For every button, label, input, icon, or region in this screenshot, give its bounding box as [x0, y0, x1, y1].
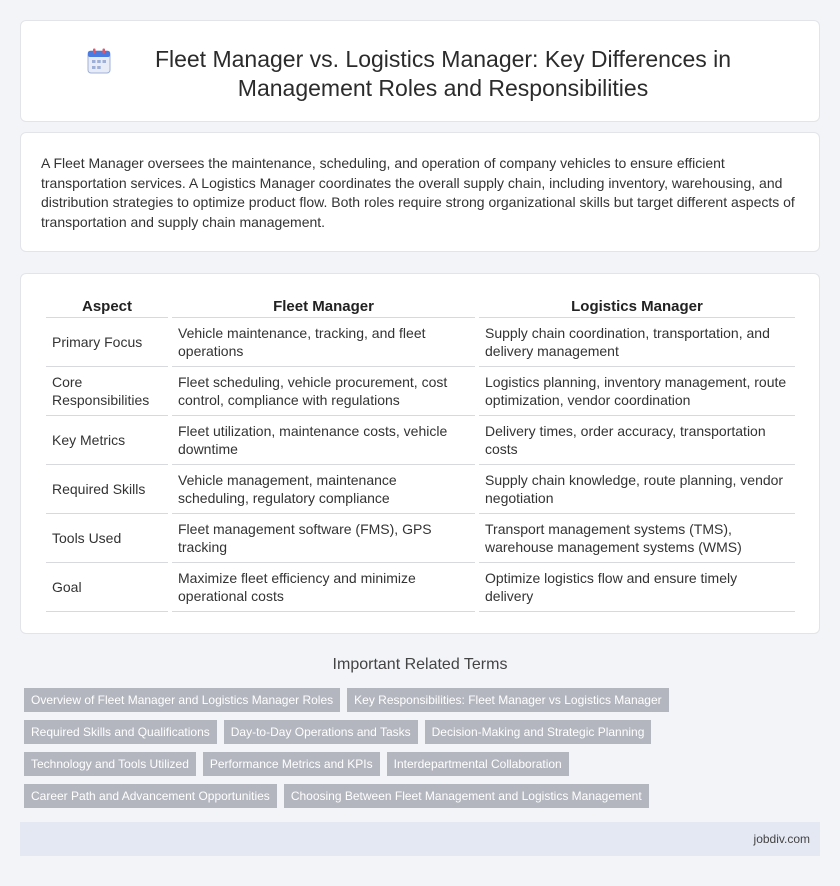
table-cell: Primary Focus	[46, 318, 168, 367]
related-terms	[24, 688, 824, 816]
comparison-table-card	[20, 273, 820, 634]
related-terms-title: Important Related Terms	[332, 656, 508, 673]
table-cell: Optimize logistics flow and ensure timely delivery	[479, 563, 795, 612]
table-cell: Logistics planning, inventory management, route optimization, vendor coordination	[479, 367, 795, 416]
table-cell: Goal	[46, 563, 168, 612]
table-cell: Delivery times, order accuracy, transportation costs	[479, 416, 795, 465]
table-cell: Transport management systems (TMS), warehouse management systems (WMS)	[479, 514, 795, 563]
related-term-tag[interactable]: Overview of Fleet Manager and Logistics Manager Roles	[24, 688, 340, 712]
table-row	[46, 318, 795, 367]
table-cell: Fleet utilization, maintenance costs, vehicle downtime	[172, 416, 475, 465]
table-cell: Vehicle management, maintenance scheduling, regulatory compliance	[172, 465, 475, 514]
tag-row	[24, 688, 824, 712]
related-term-tag[interactable]: Choosing Between Fleet Management and Logistics Management	[284, 784, 649, 808]
related-term-tag[interactable]: Technology and Tools Utilized	[24, 752, 196, 776]
related-term-tag[interactable]: Day-to-Day Operations and Tasks	[224, 720, 418, 744]
table-row	[46, 514, 795, 563]
related-term-tag[interactable]: Decision-Making and Strategic Planning	[425, 720, 652, 744]
intro-paragraph: A Fleet Manager oversees the maintenance, scheduling, and operation of company vehicles to ensure efficient transportation services. A Logistics Manager coordinates the overall supply chain, including inventory, warehousing, and distribution strategies to optimize product flow. Both roles require strong organizational skills but target different aspects of transportation and supply chain management.	[41, 155, 795, 230]
table-cell: Core Responsibilities	[46, 367, 168, 416]
comparison-table	[42, 296, 799, 612]
table-row	[46, 563, 795, 612]
table-cell: Supply chain knowledge, route planning, vendor negotiation	[479, 465, 795, 514]
table-cell: Tools Used	[46, 514, 168, 563]
related-term-tag[interactable]: Required Skills and Qualifications	[24, 720, 217, 744]
table-row	[46, 367, 795, 416]
related-term-tag[interactable]: Key Responsibilities: Fleet Manager vs Logistics Manager	[347, 688, 668, 712]
footer-site-link[interactable]: jobdiv.com	[753, 832, 810, 846]
table-cell: Fleet scheduling, vehicle procurement, cost control, compliance with regulations	[172, 367, 475, 416]
calendar-icon	[87, 48, 111, 74]
table-cell: Supply chain coordination, transportation, and delivery management	[479, 318, 795, 367]
page-title: Fleet Manager vs. Logistics Manager: Key Differences in Management Roles and Responsibilities	[154, 46, 732, 101]
related-term-tag[interactable]: Interdepartmental Collaboration	[387, 752, 569, 776]
related-term-tag[interactable]: Career Path and Advancement Opportunities	[24, 784, 277, 808]
table-cell: Vehicle maintenance, tracking, and fleet operations	[172, 318, 475, 367]
header-logistics-manager: Logistics Manager	[479, 296, 795, 318]
tag-row	[24, 784, 824, 808]
table-cell: Maximize fleet efficiency and minimize operational costs	[172, 563, 475, 612]
related-term-tag[interactable]: Performance Metrics and KPIs	[203, 752, 380, 776]
table-cell: Fleet management software (FMS), GPS tracking	[172, 514, 475, 563]
table-row	[46, 465, 795, 514]
intro-card	[20, 132, 820, 252]
header-fleet-manager: Fleet Manager	[172, 296, 475, 318]
tag-row	[24, 752, 824, 776]
table-cell: Key Metrics	[46, 416, 168, 465]
header-aspect: Aspect	[46, 296, 168, 318]
footer	[20, 822, 820, 856]
table-cell: Required Skills	[46, 465, 168, 514]
table-header-row	[46, 296, 795, 318]
tag-row	[24, 720, 824, 744]
header-card	[20, 20, 820, 122]
table-row	[46, 416, 795, 465]
